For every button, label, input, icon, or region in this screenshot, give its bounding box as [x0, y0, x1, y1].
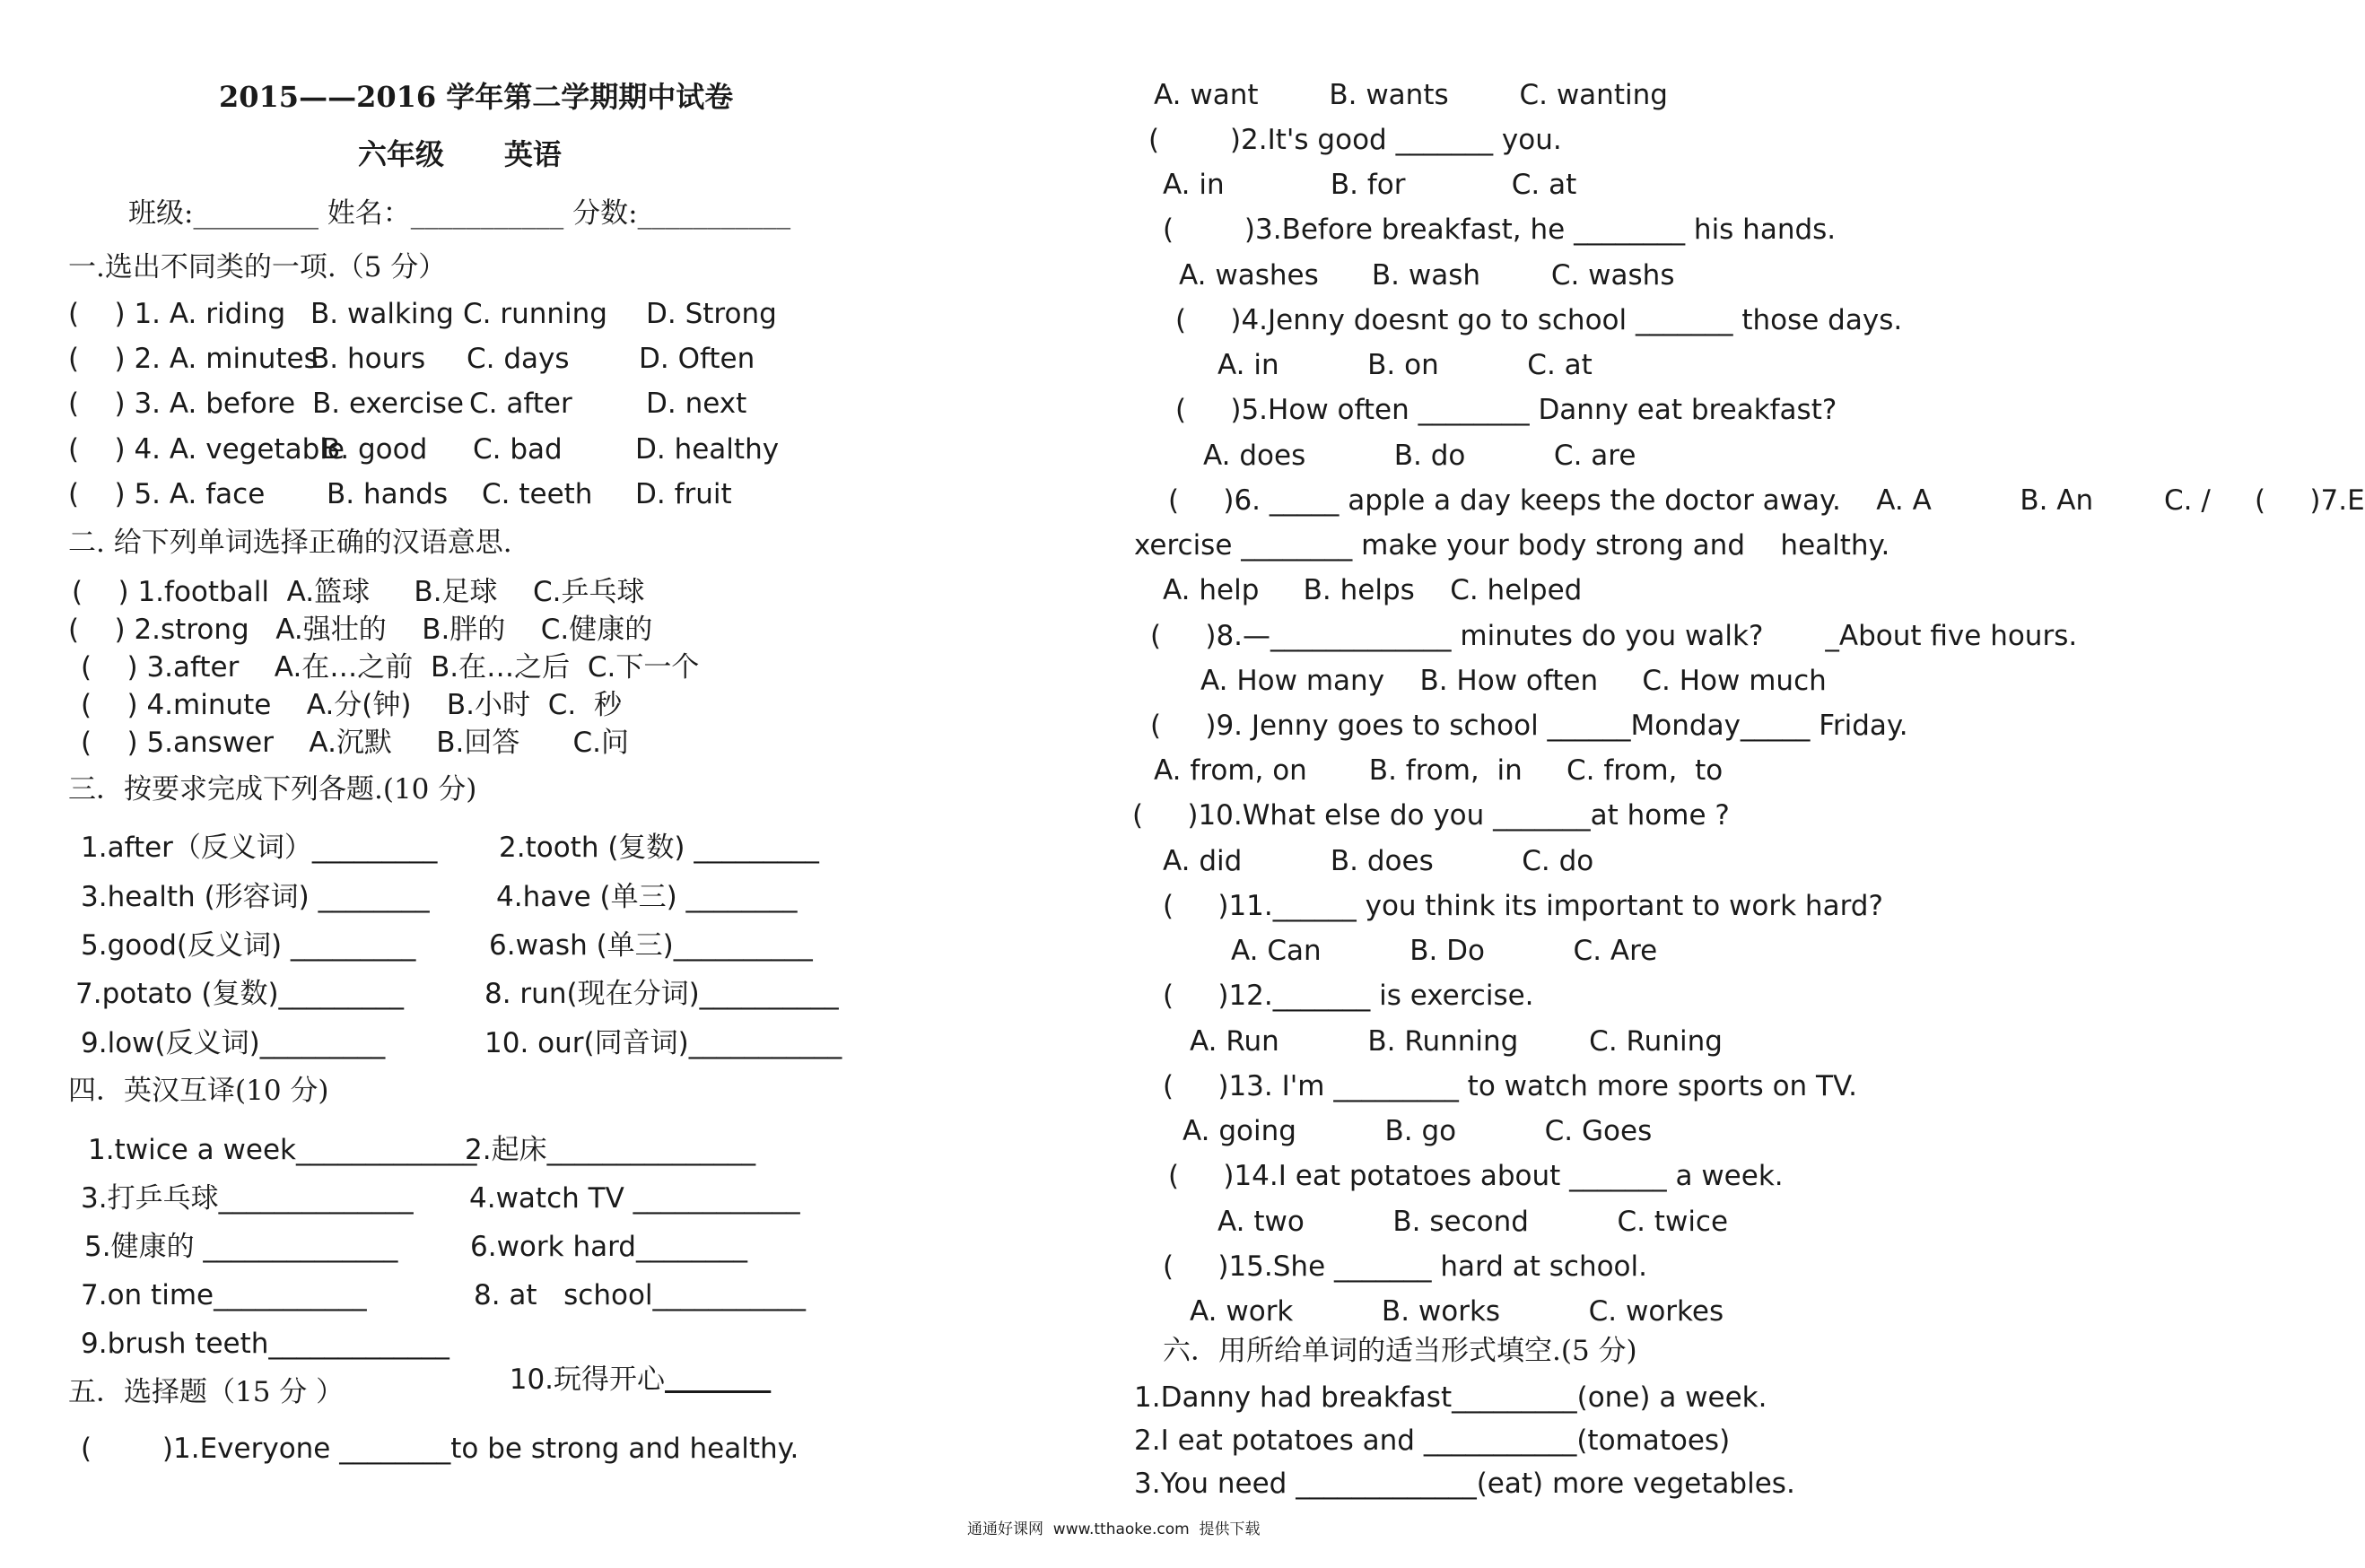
s2-q2: ( ) 2.strong A.强壮的 B.胖的 C.健康的 — [68, 614, 653, 646]
r-line-9: A. does B. do C. are — [1203, 440, 1636, 472]
s1-q5-b: B. hands — [327, 478, 449, 510]
s3-q8: 8. run(现在分词)__________ — [484, 978, 839, 1010]
s1-q2-a: ( ) 2. A. minutes — [68, 343, 319, 375]
s1-q4-c: C. bad — [473, 433, 563, 466]
s4-q10-label: 10.玩得开心 — [509, 1363, 666, 1396]
r-line-2: ( )2.It's good _______ you. — [1148, 124, 1562, 156]
s4-q2: 2.起床_______________ — [465, 1134, 756, 1166]
section-2-title: 二. 给下列单词选择正确的汉语意思. — [68, 527, 512, 559]
s3-q5: 5.good(反义词) _________ — [81, 929, 416, 962]
s1-q1-b: B. walking — [310, 298, 454, 330]
r-line-11: xercise ________ make your body strong and healthy. — [1134, 529, 1890, 562]
s5-q1: ( )1.Everyone ________to be strong and healthy. — [81, 1433, 799, 1465]
s1-q2-d: D. Often — [639, 343, 755, 375]
s1-q5-c: C. teeth — [482, 478, 593, 510]
r-line-6: ( )4.Jenny doesnt go to school _______ those days. — [1175, 304, 1903, 336]
s4-q8: 8. at school___________ — [474, 1279, 807, 1311]
s6-q2: 2.I eat potatoes and ___________(tomatoes) — [1134, 1424, 1731, 1457]
exam-subtitle: 六年级 英语 — [358, 137, 562, 171]
r-line-16: A. from, on B. from, in C. from, to — [1154, 754, 1724, 787]
r-line-19: ( )11.______ you think its important to work hard? — [1163, 890, 1883, 922]
section-4-title: 四．英汉互译(10 分) — [68, 1075, 329, 1107]
r-line-17: ( )10.What else do you _______at home ? — [1132, 799, 1730, 832]
s3-q7: 7.potato (复数)_________ — [75, 978, 405, 1010]
s3-q3: 3.health (形容词) ________ — [81, 881, 430, 913]
r-line-8: ( )5.How often ________ Danny eat breakfast? — [1175, 394, 1837, 426]
student-info-line: 班级:_________ 姓名：___________ 分数:___________ — [128, 197, 791, 230]
s1-q2-c: C. days — [467, 343, 570, 375]
s4-q4: 4.watch TV ____________ — [469, 1182, 800, 1215]
r-line-18: A. did B. does C. do — [1163, 845, 1594, 877]
s6-q3: 3.You need _____________(eat) more vegetables. — [1134, 1468, 1795, 1500]
section-3-title: 三．按要求完成下列各题.(10 分) — [68, 773, 477, 806]
s4-q10 — [492, 1326, 771, 1398]
s1-q3-a: ( ) 3. A. before — [68, 388, 296, 420]
r-line-5: A. washes B. wash C. washs — [1179, 259, 1675, 292]
r-line-23: ( )13. I'm _________ to watch more sports on TV. — [1163, 1070, 1858, 1102]
r-line-13: ( )8.—_____________ minutes do you walk? _About five hours. — [1150, 620, 2078, 652]
s4-q3: 3.打乒乓球______________ — [81, 1182, 414, 1215]
r-line-12: A. help B. helps C. helped — [1163, 574, 1583, 606]
r-line-1: A. want B. wants C. wanting — [1154, 79, 1668, 111]
r-line-24: A. going B. go C. Goes — [1182, 1115, 1653, 1147]
s1-q3-b: B. exercise — [312, 388, 464, 420]
r-line-25: ( )14.I eat potatoes about _______ a week. — [1168, 1160, 1784, 1192]
page-footer: 通通好课网 www.tthaoke.com 提供下载 — [967, 1520, 1261, 1538]
s4-q6: 6.work hard________ — [470, 1231, 747, 1263]
r-line-20: A. Can B. Do C. Are — [1231, 935, 1658, 967]
r-line-28: A. work B. works C. workes — [1190, 1295, 1724, 1328]
s3-q4: 4.have (单三) ________ — [496, 881, 798, 913]
section-1-title: 一.选出不同类的一项.（5 分） — [68, 251, 447, 283]
section-5-title: 五．选择题（15 分 ） — [68, 1376, 345, 1408]
s1-q5-d: D. fruit — [635, 478, 732, 510]
s1-q1-c: C. running — [463, 298, 607, 330]
r-line-26: A. two B. second C. twice — [1217, 1206, 1729, 1238]
r-line-14: A. How many B. How often C. How much — [1200, 665, 1827, 697]
r-line-27: ( )15.She _______ hard at school. — [1163, 1250, 1647, 1283]
r-line-3: A. in B. for C. at — [1163, 169, 1577, 201]
r-line-15: ( )9. Jenny goes to school ______Monday_____ Friday. — [1150, 710, 1908, 742]
s3-q10: 10. our(同音词)___________ — [484, 1027, 842, 1059]
section-6-title: 六．用所给单词的适当形式填空.(5 分) — [1163, 1335, 1637, 1367]
s1-q1-a: ( ) 1. A. riding — [68, 298, 286, 330]
s6-q1: 1.Danny had breakfast_________(one) a week. — [1134, 1381, 1767, 1414]
s2-q5: ( ) 5.answer A.沉默 B.回答 C.问 — [81, 727, 629, 759]
s4-q7: 7.on time___________ — [81, 1279, 367, 1311]
s1-q3-d: D. next — [646, 388, 747, 420]
s3-q2: 2.tooth (复数) _________ — [499, 832, 819, 864]
s1-q4-a: ( ) 4. A. vegetable — [68, 433, 345, 466]
s3-q6: 6.wash (单三)__________ — [489, 929, 813, 962]
s1-q4-d: D. healthy — [635, 433, 780, 466]
s4-q9: 9.brush teeth_____________ — [81, 1328, 449, 1360]
s4-q10-blank — [665, 1363, 771, 1396]
s2-q3: ( ) 3.after A.在…之前 B.在…之后 C.下一个 — [81, 651, 700, 684]
s1-q4-b: B. good — [321, 433, 428, 466]
s2-q4: ( ) 4.minute A.分(钟) B.小时 C. 秒 — [81, 689, 622, 721]
exam-title: 2015——2016 学年第二学期期中试卷 — [219, 80, 734, 114]
r-line-7: A. in B. on C. at — [1217, 349, 1593, 381]
s4-q1: 1.twice a week_____________ — [88, 1134, 477, 1166]
r-line-21: ( )12._______ is exercise. — [1163, 980, 1534, 1012]
r-line-10: ( )6. _____ apple a day keeps the doctor away. A. A B. An C. / ( )7.E — [1168, 484, 2365, 517]
s4-q5: 5.健康的 ______________ — [84, 1231, 398, 1263]
r-line-4: ( )3.Before breakfast, he ________ his hands. — [1163, 213, 1837, 246]
s3-q9: 9.low(反义词)_________ — [81, 1027, 386, 1059]
s3-q1: 1.after（反义词）_________ — [81, 832, 438, 864]
s2-q1: ( ) 1.football A.篮球 B.足球 C.乒乓球 — [72, 576, 645, 608]
s1-q1-d: D. Strong — [646, 298, 777, 330]
s1-q2-b: B. hours — [310, 343, 426, 375]
s1-q5-a: ( ) 5. A. face — [68, 478, 266, 510]
s1-q3-c: C. after — [469, 388, 572, 420]
r-line-22: A. Run B. Running C. Runing — [1190, 1025, 1723, 1058]
